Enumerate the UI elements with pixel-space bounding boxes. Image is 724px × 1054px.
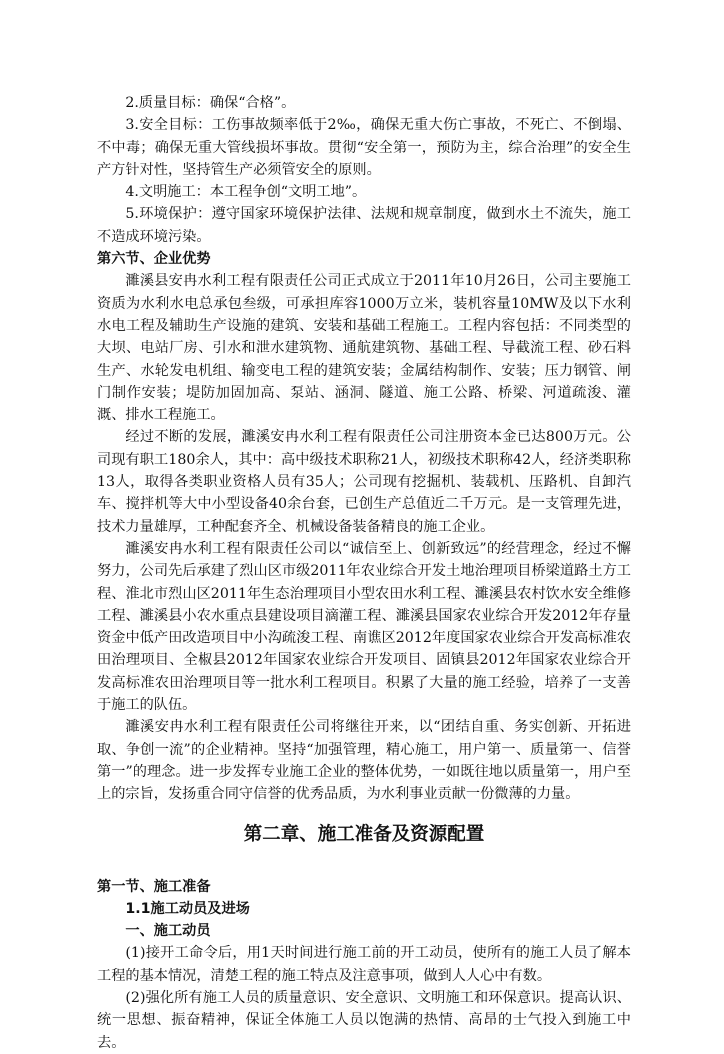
section-6-paragraph-4: 濉溪安冉水利工程有限责任公司将继往开来，以“团结自重、务实创新、开拓进取、争创一流”的企业精神。坚持“加强管理，精心施工，用户第一、质量第一、信誉第一”的理念。进一步发挥专业施工企业的整体优势，一如既往地以质量第一，用户至上的宗旨，发扬重合同守信誉的优秀品质，为水利事业贡献一份微薄的力量。 (97, 719, 631, 803)
section-6-title: 第六节、企业优势 (97, 251, 211, 268)
subsection-1-1-title: 1.1施工动员及进场 (125, 900, 250, 917)
goal-safety: 3.安全目标：工伤事故频率低于2‰，确保无重大伤亡事故，不死亡、不倒塌、不中毒；确保无重大管线损坏事故。贯彻“安全第一，预防为主，综合治理”的安全生产方针对性，坚持管生产必须管安全的原则。 (97, 117, 631, 178)
section-6-paragraph-2: 经过不断的发展，濉溪安冉水利工程有限责任公司注册资本金已达800万元。公司现有职工180余人，其中：高中级技术职称21人，初级技术职称42人，经济类职称13人，取得各类职业资格人员有35人；公司现有挖掘机、装载机、压路机、自卸汽车、搅拌机等大中小型设备40余台套，已创生产总值近二千万元。是一支管理先进，技术力量雄厚，工种配套齐全、机械设备装备精良的施工企业。 (97, 429, 631, 535)
item-1-title: 一、施工动员 (125, 923, 211, 940)
section-6-paragraph-1: 濉溪县安冉水利工程有限责任公司正式成立于2011年10月26日，公司主要施工资质为水利水电总承包叁级，可承担库容1000万立米，装机容量10MW及以下水利水电工程及辅助生产设施的建筑、安装和基础工程施工。工程内容包括：不同类型的大坝、电站厂房、引水和泄水建筑物、通航建筑物、基础工程、导截流工程、砂石料生产、水轮发电机组、输变电工程的建筑安装；金属结构制作、安装；压力钢管、闸门制作安装；堤防加固加高、泵站、涵洞、隧道、施工公路、桥梁、河道疏浚、灌溉、排水工程施工。 (97, 273, 631, 424)
mobilization-paragraph-1: (1)接开工命令后，用1天时间进行施工前的开工动员，使所有的施工人员了解本工程的基本情况，清楚工程的施工特点及注意事项，做到人人心中有数。 (97, 945, 631, 984)
mobilization-paragraph-2: (2)强化所有施工人员的质量意识、安全意识、文明施工和环保意识。提高认识、统一思想、振奋精神，保证全体施工人员以饱满的热情、高昂的士气投入到施工中去。 (97, 989, 631, 1051)
goal-environment: 5.环境保护：遵守国家环境保护法律、法规和规章制度，做到水土不流失，施工不造成环境污染。 (97, 206, 631, 245)
section-6-paragraph-3: 濉溪安冉水利工程有限责任公司以“诚信至上、创新致远”的经营理念，经过不懈努力，公司先后承建了烈山区市级2011年农业综合开发土地治理项目桥梁道路土方工程、淮北市烈山区2011年生态治理项目小型农田水利工程、濉溪县农村饮水安全维修工程、濉溪县小农水重点县建设项目滴灌工程、濉溪县国家农业综合开发2012年存量资金中低产田改造项目中小沟疏浚工程、南谯区2012年度国家农业综合开发高标准农田治理项目、全椒县2012年国家农业综合开发项目、固镇县2012年国家农业综合开发高标准农田治理项目等一批水利工程项目。积累了大量的施工经验，培养了一支善于施工的队伍。 (97, 540, 631, 714)
chapter-2-section-1-title: 第一节、施工准备 (97, 878, 211, 895)
document-page (97, 92, 631, 1054)
goal-civilized: 4.文明施工：本工程争创“文明工地”。 (125, 184, 367, 201)
goal-quality: 2.质量目标：确保“合格”。 (125, 95, 296, 111)
chapter-2-title: 第二章、施工准备及资源配置 (243, 823, 485, 845)
